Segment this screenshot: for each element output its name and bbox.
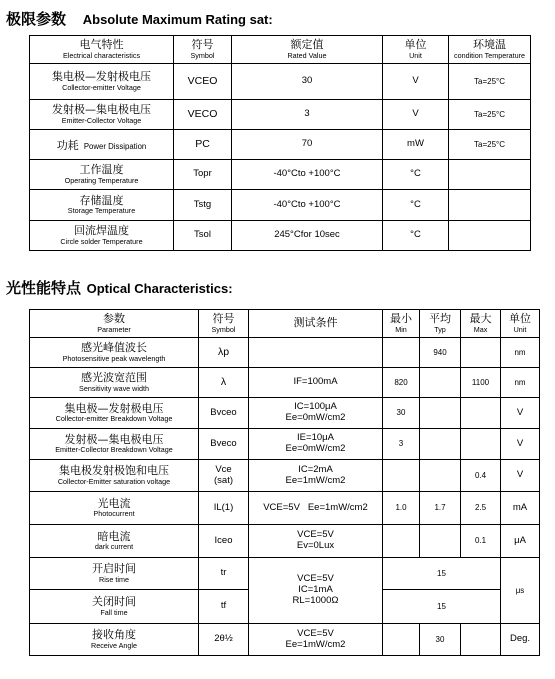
typ-cell: 15 — [383, 558, 501, 590]
cond-cell: VCE=5V Ee=1mW/cm2 — [249, 492, 383, 525]
min-cell: 820 — [383, 368, 420, 398]
param-cell: 暗电流 dark current — [30, 525, 199, 558]
symbol-cell: VCEO — [174, 64, 232, 100]
table-row — [30, 160, 531, 190]
absolute-max-rating-table — [29, 35, 531, 251]
param-cell: 集电极发射极饱和电压 Collector-Emitter saturation voltage — [30, 460, 199, 492]
unit-cell: μs — [501, 558, 540, 624]
header-cell: 符号 Symbol — [174, 36, 232, 64]
typ-cell — [420, 525, 461, 558]
typ-cell — [420, 398, 461, 429]
table-row — [30, 100, 531, 130]
symbol-cell: 2θ½ — [199, 624, 249, 656]
header-cell: 测试条件 — [249, 310, 383, 338]
symbol-cell: IL(1) — [199, 492, 249, 525]
typ-cell: 30 — [420, 624, 461, 656]
symbol-cell: tr — [199, 558, 249, 590]
unit-cell: mW — [383, 130, 449, 160]
min-cell — [383, 624, 420, 656]
table-row — [30, 398, 540, 429]
cond-cell: VCE=5V IC=1mA RL=1000Ω — [249, 558, 383, 624]
max-cell — [461, 624, 501, 656]
table-row — [30, 130, 531, 160]
cond-cell: IE=10μA Ee=0mW/cm2 — [249, 429, 383, 460]
param-cell: 开启时间 Rise time — [30, 558, 199, 590]
symbol-cell: Tstg — [174, 190, 232, 221]
unit-cell: V — [383, 64, 449, 100]
header-cell: 单位 Unit — [383, 36, 449, 64]
header-cell: 最大 Max — [461, 310, 501, 338]
param-cell: 关闭时间 Fall time — [30, 590, 199, 624]
max-cell — [461, 338, 501, 368]
symbol-cell: Bveco — [199, 429, 249, 460]
unit-cell: mA — [501, 492, 540, 525]
cond-cell: VCE=5V Ev=0Lux — [249, 525, 383, 558]
value-cell: -40°Cto +100°C — [232, 160, 383, 190]
section2-title — [6, 277, 233, 298]
table-header-row — [30, 310, 540, 338]
symbol-cell: Tsol — [174, 221, 232, 251]
cond-cell: VCE=5V Ee=1mW/cm2 — [249, 624, 383, 656]
typ-cell: 15 — [383, 590, 501, 624]
cond-cell: Ta=25°C — [449, 130, 531, 160]
max-cell: 1100 — [461, 368, 501, 398]
table-row — [30, 368, 540, 398]
header-cell: 单位 Unit — [501, 310, 540, 338]
header-cell: 最小 Min — [383, 310, 420, 338]
param-cell: 光电流 Photocurrent — [30, 492, 199, 525]
symbol-cell: Vce (sat) — [199, 460, 249, 492]
section1-title-en: Absolute Maximum Rating sat: — [82, 12, 273, 27]
param-cell: 感光峰值波长 Photosensitive peak wavelength — [30, 338, 199, 368]
table-row — [30, 429, 540, 460]
value-cell: 70 — [232, 130, 383, 160]
max-cell — [461, 398, 501, 429]
value-cell: -40°Cto +100°C — [232, 190, 383, 221]
typ-cell — [420, 429, 461, 460]
max-cell: 2.5 — [461, 492, 501, 525]
cond-cell: IF=100mA — [249, 368, 383, 398]
section1-title-zh: 极限参数 — [6, 10, 67, 28]
table-row — [30, 221, 531, 251]
param-cell: 回流焊温度 Circle solder Temperature — [30, 221, 174, 251]
min-cell — [383, 338, 420, 368]
header-cell: 符号 Symbol — [199, 310, 249, 338]
symbol-cell: Iceo — [199, 525, 249, 558]
cond-cell: Ta=25°C — [449, 100, 531, 130]
cond-cell — [449, 160, 531, 190]
typ-cell — [420, 460, 461, 492]
max-cell: 0.1 — [461, 525, 501, 558]
value-cell: 30 — [232, 64, 383, 100]
symbol-cell: λp — [199, 338, 249, 368]
param-cell: 集电极—发射极电压 Collector-emitter Breakdown Voltage — [30, 398, 199, 429]
min-cell — [383, 460, 420, 492]
typ-cell: 940 — [420, 338, 461, 368]
section1-title — [6, 8, 273, 29]
typ-cell: 1.7 — [420, 492, 461, 525]
unit-cell: nm — [501, 338, 540, 368]
max-cell — [461, 429, 501, 460]
table-header-row — [30, 36, 531, 64]
value-cell: 3 — [232, 100, 383, 130]
symbol-cell: PC — [174, 130, 232, 160]
symbol-cell: Bvceo — [199, 398, 249, 429]
cond-cell — [449, 221, 531, 251]
value-cell: 245°Cfor 10sec — [232, 221, 383, 251]
param-cell: 集电极—发射极电压 Collector-emitter Voltage — [30, 64, 174, 100]
max-cell: 0.4 — [461, 460, 501, 492]
cond-cell: IC=100μA Ee=0mW/cm2 — [249, 398, 383, 429]
unit-cell: V — [501, 429, 540, 460]
unit-cell: °C — [383, 190, 449, 221]
header-cell: 额定值 Rated Value — [232, 36, 383, 64]
unit-cell: °C — [383, 160, 449, 190]
param-cell: 感光波宽范围 Sensitivity wave width — [30, 368, 199, 398]
unit-cell: Deg. — [501, 624, 540, 656]
unit-cell: V — [501, 398, 540, 429]
typ-cell — [420, 368, 461, 398]
table-row — [30, 338, 540, 368]
param-cell: 发射极—集电极电压 Emitter-Collector Voltage — [30, 100, 174, 130]
cond-cell: Ta=25°C — [449, 64, 531, 100]
param-cell: 发射极—集电极电压 Emitter-Collector Breakdown Voltage — [30, 429, 199, 460]
table-row — [30, 492, 540, 525]
cond-cell — [449, 190, 531, 221]
symbol-cell: VECO — [174, 100, 232, 130]
table-row — [30, 64, 531, 100]
header-cell: 电气特性 Electrical characteristics — [30, 36, 174, 64]
min-cell: 3 — [383, 429, 420, 460]
param-cell: 工作温度 Operating Temperature — [30, 160, 174, 190]
symbol-cell: Topr — [174, 160, 232, 190]
table-row — [30, 558, 540, 590]
section2-title-en: Optical Characteristics: — [86, 281, 233, 296]
header-cell: 平均 Typ — [420, 310, 461, 338]
min-cell: 30 — [383, 398, 420, 429]
section2-title-zh: 光性能特点 — [6, 279, 82, 297]
unit-cell: μA — [501, 525, 540, 558]
table-row — [30, 190, 531, 221]
table-row — [30, 624, 540, 656]
unit-cell: V — [383, 100, 449, 130]
symbol-cell: tf — [199, 590, 249, 624]
header-cell: 参数 Parameter — [30, 310, 199, 338]
min-cell — [383, 525, 420, 558]
table-row — [30, 525, 540, 558]
min-cell: 1.0 — [383, 492, 420, 525]
cond-cell: IC=2mA Ee=1mW/cm2 — [249, 460, 383, 492]
header-cell: 环境温 condition Temperature — [449, 36, 531, 64]
unit-cell: V — [501, 460, 540, 492]
cond-cell — [249, 338, 383, 368]
param-cell: 接收角度 Receive Angle — [30, 624, 199, 656]
unit-cell: nm — [501, 368, 540, 398]
optical-characteristics-table — [29, 309, 540, 656]
param-cell: 存储温度 Storage Temperature — [30, 190, 174, 221]
table-row — [30, 460, 540, 492]
param-cell: 功耗 Power Dissipation — [30, 130, 174, 160]
unit-cell: °C — [383, 221, 449, 251]
symbol-cell: λ — [199, 368, 249, 398]
